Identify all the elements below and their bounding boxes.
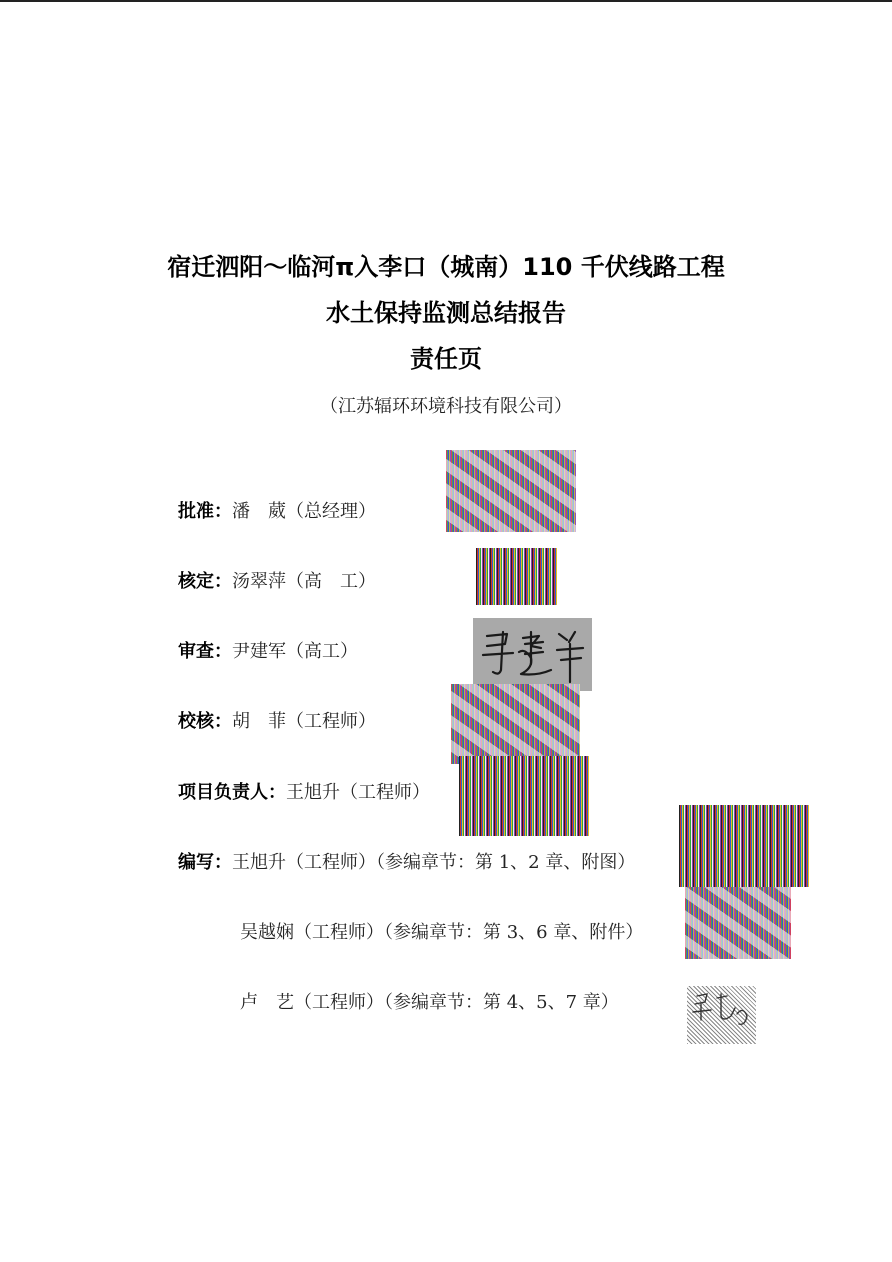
role-row-verify [178, 570, 376, 594]
signature-image-project-lead [459, 756, 589, 836]
signature-image-writer-2 [685, 887, 791, 959]
signature-image-check [451, 684, 580, 764]
role-label: 校核： [178, 711, 232, 732]
writer-person: 卢 艺（工程师）（参编章节：第 4、5、7 章） [240, 992, 619, 1013]
role-person: 胡 菲（工程师） [232, 711, 376, 732]
role-row-approve [178, 500, 376, 524]
role-person: 汤翠萍（高 工） [232, 571, 376, 592]
company-name: （江苏辐环环境科技有限公司） [320, 396, 572, 417]
role-row-check [178, 710, 376, 734]
role-label: 审查： [178, 641, 232, 662]
signature-image-verify [476, 548, 557, 605]
role-person: 王旭升（工程师）（参编章节：第 1、2 章、附图） [232, 852, 636, 873]
role-row-review [178, 640, 358, 664]
role-person: 潘 葳（总经理） [232, 501, 376, 522]
writer-person: 吴越娴（工程师）（参编章节：第 3、6 章、附件） [240, 922, 644, 943]
top-border-line [0, 0, 892, 2]
role-row-project-lead [178, 781, 430, 805]
report-title-line2: 水土保持监测总结报告 [326, 299, 566, 327]
role-person: 王旭升（工程师） [286, 782, 430, 803]
role-label: 核定： [178, 571, 232, 592]
signature-image-approve [446, 450, 576, 532]
signature-image-writer-3 [687, 986, 756, 1044]
report-title-line1: 宿迁泗阳～临河π入李口（城南）110 千伏线路工程 [167, 253, 725, 281]
role-person: 尹建军（高工） [232, 641, 358, 662]
role-label: 批准： [178, 501, 232, 522]
signature-image-review [473, 618, 592, 691]
role-label: 项目负责人： [178, 782, 286, 803]
role-label: 编写： [178, 852, 232, 873]
signature-image-writer-1 [679, 805, 809, 887]
writer-row-3 [240, 991, 619, 1015]
role-row-writer [178, 851, 635, 875]
handwritten-signature-icon [473, 618, 592, 691]
writer-row-2 [240, 921, 643, 945]
page-heading: 责任页 [410, 345, 482, 373]
handwritten-signature-icon [687, 986, 756, 1044]
